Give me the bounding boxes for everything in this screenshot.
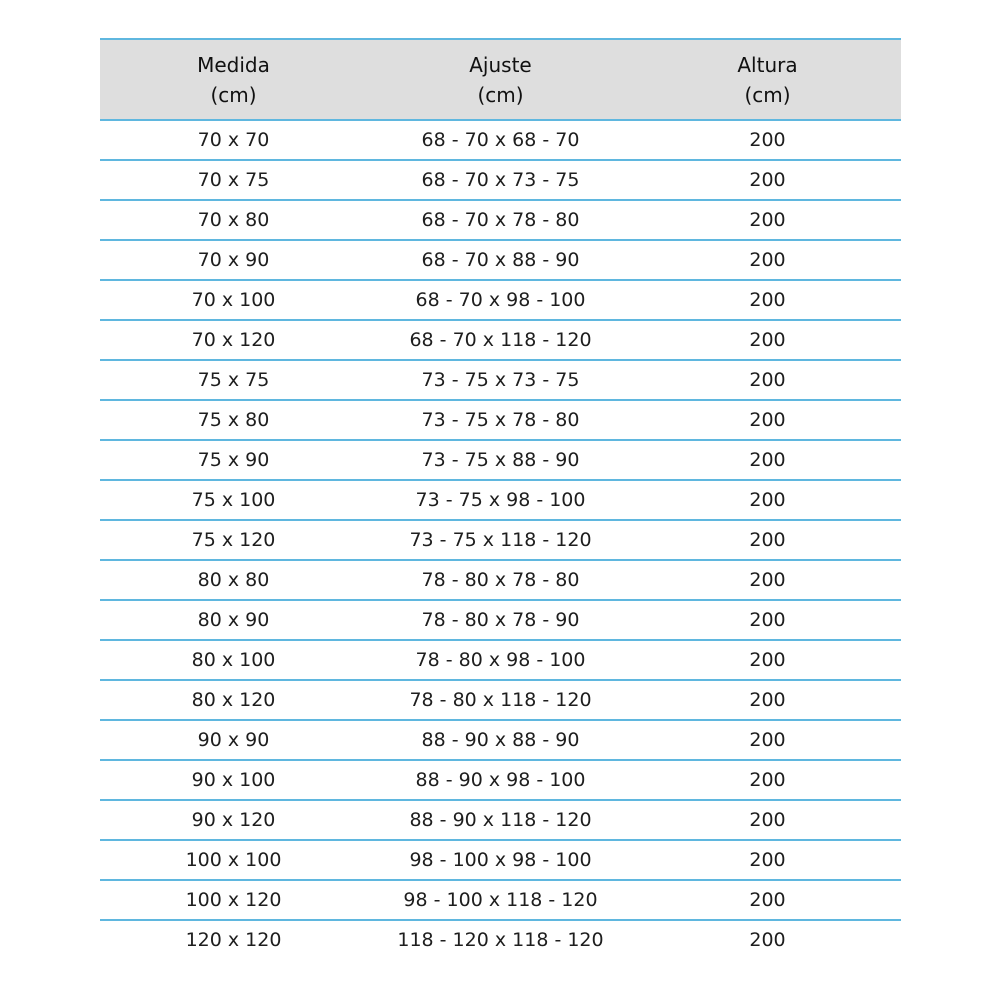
cell-ajuste: 78 - 80 x 98 - 100 bbox=[415, 649, 586, 671]
table-row bbox=[100, 361, 901, 401]
cell-ajuste: 73 - 75 x 88 - 90 bbox=[421, 449, 580, 471]
cell-altura: 200 bbox=[749, 849, 786, 871]
cell-medida: 80 x 100 bbox=[191, 649, 276, 671]
cell-medida: 70 x 100 bbox=[191, 289, 276, 311]
table-row bbox=[100, 161, 901, 201]
cell-ajuste: 88 - 90 x 88 - 90 bbox=[421, 729, 580, 751]
cell-ajuste: 68 - 70 x 73 - 75 bbox=[421, 169, 580, 191]
table-row bbox=[100, 521, 901, 561]
cell-ajuste: 78 - 80 x 78 - 80 bbox=[421, 569, 580, 591]
cell-altura: 200 bbox=[749, 609, 786, 631]
cell-medida: 90 x 120 bbox=[191, 809, 276, 831]
cell-altura: 200 bbox=[749, 729, 786, 751]
cell-medida: 70 x 120 bbox=[191, 329, 276, 351]
cell-ajuste: 68 - 70 x 98 - 100 bbox=[415, 289, 586, 311]
table-row bbox=[100, 881, 901, 921]
cell-medida: 75 x 80 bbox=[197, 409, 270, 431]
cell-medida: 90 x 100 bbox=[191, 769, 276, 791]
table-row bbox=[100, 441, 901, 481]
table-row bbox=[100, 561, 901, 601]
cell-ajuste: 68 - 70 x 88 - 90 bbox=[421, 249, 580, 271]
cell-ajuste: 88 - 90 x 98 - 100 bbox=[415, 769, 586, 791]
cell-ajuste: 68 - 70 x 68 - 70 bbox=[421, 129, 580, 151]
table-row bbox=[100, 241, 901, 281]
table-row bbox=[100, 121, 901, 161]
cell-altura: 200 bbox=[749, 329, 786, 351]
cell-altura: 200 bbox=[749, 209, 786, 231]
cell-medida: 100 x 120 bbox=[185, 889, 282, 911]
cell-medida: 80 x 90 bbox=[197, 609, 270, 631]
cell-altura: 200 bbox=[749, 569, 786, 591]
cell-altura: 200 bbox=[749, 769, 786, 791]
cell-altura: 200 bbox=[749, 289, 786, 311]
cell-medida: 100 x 100 bbox=[185, 849, 282, 871]
cell-altura: 200 bbox=[749, 169, 786, 191]
table-row bbox=[100, 761, 901, 801]
header-altura: Altura (cm) bbox=[737, 52, 798, 107]
cell-ajuste: 73 - 75 x 73 - 75 bbox=[421, 369, 580, 391]
table-row bbox=[100, 321, 901, 361]
header-medida: Medida (cm) bbox=[197, 52, 270, 107]
cell-ajuste: 98 - 100 x 98 - 100 bbox=[409, 849, 592, 871]
header-ajuste: Ajuste (cm) bbox=[469, 52, 532, 107]
cell-medida: 70 x 70 bbox=[197, 129, 270, 151]
cell-medida: 120 x 120 bbox=[185, 929, 282, 951]
size-table bbox=[100, 38, 901, 959]
cell-ajuste: 98 - 100 x 118 - 120 bbox=[403, 889, 598, 911]
table-body bbox=[100, 121, 901, 959]
cell-altura: 200 bbox=[749, 249, 786, 271]
table-row bbox=[100, 921, 901, 959]
cell-medida: 75 x 100 bbox=[191, 489, 276, 511]
cell-ajuste: 88 - 90 x 118 - 120 bbox=[409, 809, 592, 831]
cell-medida: 70 x 75 bbox=[197, 169, 270, 191]
cell-altura: 200 bbox=[749, 129, 786, 151]
table-row bbox=[100, 281, 901, 321]
cell-altura: 200 bbox=[749, 369, 786, 391]
cell-medida: 80 x 80 bbox=[197, 569, 270, 591]
table-row bbox=[100, 401, 901, 441]
table-row bbox=[100, 801, 901, 841]
cell-ajuste: 78 - 80 x 78 - 90 bbox=[421, 609, 580, 631]
cell-altura: 200 bbox=[749, 689, 786, 711]
cell-altura: 200 bbox=[749, 409, 786, 431]
cell-medida: 75 x 75 bbox=[197, 369, 270, 391]
cell-altura: 200 bbox=[749, 649, 786, 671]
cell-medida: 90 x 90 bbox=[197, 729, 270, 751]
cell-ajuste: 73 - 75 x 118 - 120 bbox=[409, 529, 592, 551]
table-header bbox=[100, 38, 901, 121]
table-row bbox=[100, 721, 901, 761]
table-row bbox=[100, 641, 901, 681]
cell-medida: 75 x 120 bbox=[191, 529, 276, 551]
cell-ajuste: 78 - 80 x 118 - 120 bbox=[409, 689, 592, 711]
table-row bbox=[100, 681, 901, 721]
cell-medida: 80 x 120 bbox=[191, 689, 276, 711]
cell-altura: 200 bbox=[749, 809, 786, 831]
cell-ajuste: 73 - 75 x 98 - 100 bbox=[415, 489, 586, 511]
table-row bbox=[100, 841, 901, 881]
cell-medida: 70 x 90 bbox=[197, 249, 270, 271]
cell-altura: 200 bbox=[749, 889, 786, 911]
cell-ajuste: 68 - 70 x 78 - 80 bbox=[421, 209, 580, 231]
table-row bbox=[100, 481, 901, 521]
table-row bbox=[100, 601, 901, 641]
table-row bbox=[100, 201, 901, 241]
cell-ajuste: 73 - 75 x 78 - 80 bbox=[421, 409, 580, 431]
cell-altura: 200 bbox=[749, 529, 786, 551]
cell-ajuste: 118 - 120 x 118 - 120 bbox=[397, 929, 604, 951]
cell-medida: 70 x 80 bbox=[197, 209, 270, 231]
cell-altura: 200 bbox=[749, 929, 786, 951]
cell-ajuste: 68 - 70 x 118 - 120 bbox=[409, 329, 592, 351]
cell-altura: 200 bbox=[749, 489, 786, 511]
cell-altura: 200 bbox=[749, 449, 786, 471]
cell-medida: 75 x 90 bbox=[197, 449, 270, 471]
